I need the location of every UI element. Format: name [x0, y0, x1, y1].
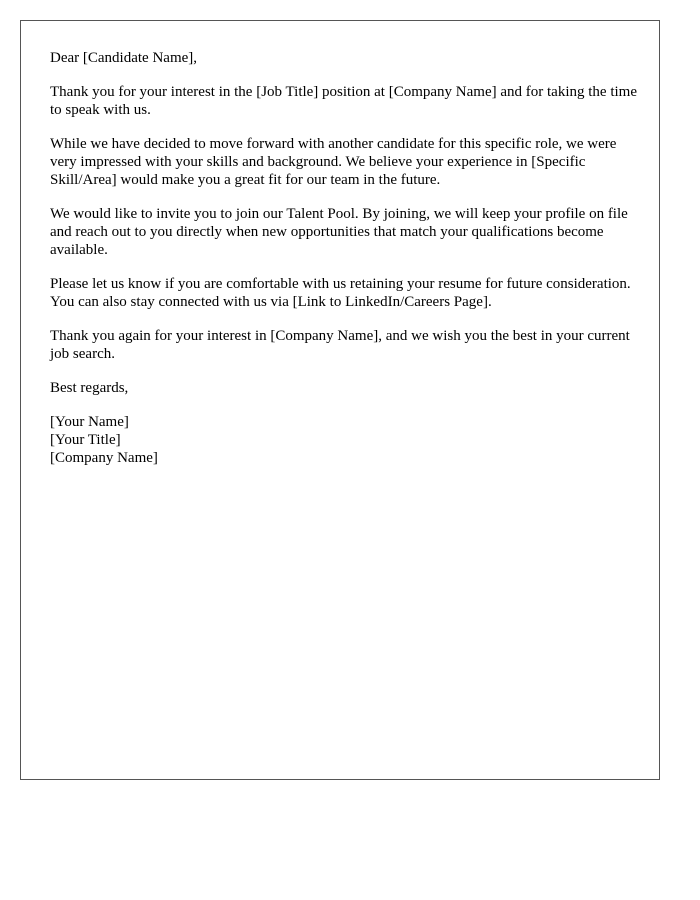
- paragraph-talent-pool: We would like to invite you to join our Talent Pool. By joining, we will keep your profile on file and reach out to you directly when new opportunities that match your qualifications become available.: [50, 206, 628, 258]
- letter-body: [50, 49, 640, 467]
- paragraph-thanks: Thank you again for your interest in [Company Name], and we wish you the best in your current job search.: [50, 328, 630, 362]
- signature-company: [Company Name]: [50, 450, 158, 466]
- paragraph-intro: Thank you for your interest in the [Job Title] position at [Company Name] and for taking the time to speak with us.: [50, 84, 637, 118]
- paragraph-consent: Please let us know if you are comfortable with us retaining your resume for future consideration. You can also stay connected with us via [Link to LinkedIn/Careers Page].: [50, 276, 631, 310]
- signature-name: [Your Name]: [50, 414, 129, 430]
- paragraph-decision: While we have decided to move forward with another candidate for this specific role, we were very impressed with your skills and background. We believe your experience in [Specific Skill/Area] would make you a great fit for our team in the future.: [50, 136, 617, 188]
- signature-block: [50, 413, 640, 467]
- closing: Best regards,: [50, 380, 129, 396]
- signature-title: [Your Title]: [50, 432, 121, 448]
- salutation: Dear [Candidate Name],: [50, 50, 198, 66]
- letter-frame: [20, 20, 660, 780]
